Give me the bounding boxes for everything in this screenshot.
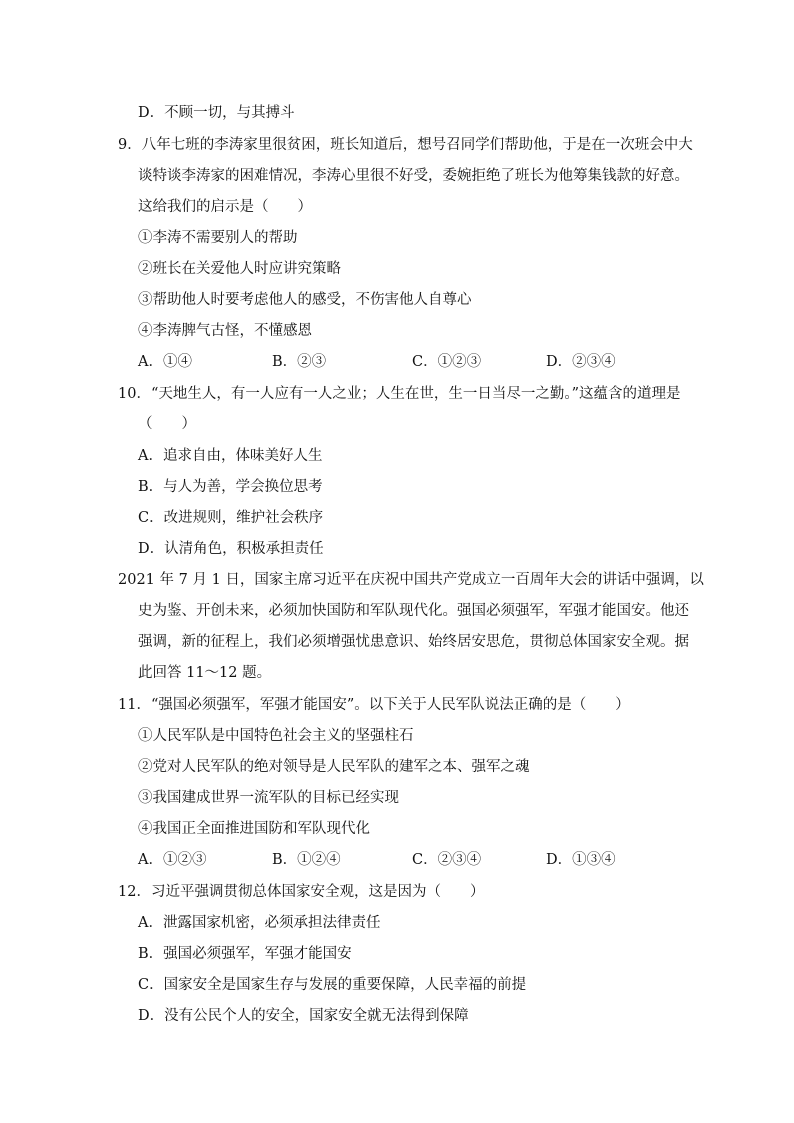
q12-option-b: B．强国必须强军，军强才能国安 xyxy=(138,946,352,962)
q11-option-d: D．①③④ xyxy=(546,852,616,868)
q10-option-b: B．与人为善，学会换位思考 xyxy=(138,479,323,495)
q11-item-3: ③我国建成世界一流军队的目标已经实现 xyxy=(138,790,399,806)
q11-option-a: A．①②③ xyxy=(138,852,207,868)
q10-option-c: C．改进规则，维护社会秩序 xyxy=(138,510,324,526)
q12-option-a: A．泄露国家机密，必须承担法律责任 xyxy=(138,915,381,931)
material-line1: 2021 年 7 月 1 日，国家主席习近平在庆祝中国共产党成立一百周年大会的讲话中强调，以 xyxy=(118,572,704,588)
q9-option-a: A．①④ xyxy=(138,354,192,370)
q9-item-4: ④李涛脾气古怪，不懂感恩 xyxy=(138,323,312,339)
q11-stem: 11．“强国必须强军，军强才能国安”。以下关于人民军队说法正确的是（ ） xyxy=(118,697,630,713)
material-line3: 强调，新的征程上，我们必须增强忧患意识、始终居安思危，贯彻总体国家安全观。据 xyxy=(138,634,689,650)
q11-item-4: ④我国正全面推进国防和军队现代化 xyxy=(138,821,370,837)
q11-item-2: ②党对人民军队的绝对领导是人民军队的建军之本、强军之魂 xyxy=(138,759,530,775)
q9-item-2: ②班长在关爱他人时应讲究策略 xyxy=(138,261,341,277)
q9-stem-line2: 谈特谈李涛家的困难情况，李涛心里很不好受，委婉拒绝了班长为他筹集钱款的好意。 xyxy=(138,168,689,184)
q12-option-c: C．国家安全是国家生存与发展的重要保障，人民幸福的前提 xyxy=(138,977,527,993)
q9-item-3: ③帮助他人时要考虑他人的感受，不伤害他人自尊心 xyxy=(138,292,472,308)
q9-stem-line3: 这给我们的启示是（ ） xyxy=(138,199,312,215)
q9-option-b: B．②③ xyxy=(272,354,327,370)
q11-item-1: ①人民军队是中国特色社会主义的坚强柱石 xyxy=(138,728,414,744)
q9-option-c: C．①②③ xyxy=(412,354,482,370)
q11-option-b: B．①②④ xyxy=(272,852,341,868)
q10-stem-line1: 10．“天地生人，有一人应有一人之业；人生在世，生一日当尽一之勤。”这蕴含的道理是 xyxy=(118,386,681,402)
q12-option-d: D．没有公民个人的安全，国家安全就无法得到保障 xyxy=(138,1008,469,1024)
q10-option-a: A．追求自由，体味美好人生 xyxy=(138,448,323,464)
q9-item-1: ①李涛不需要别人的帮助 xyxy=(138,230,298,246)
q9-option-d: D．②③④ xyxy=(546,354,616,370)
material-line4: 此回答 11～12 题。 xyxy=(138,665,272,681)
q11-option-c: C．②③④ xyxy=(412,852,482,868)
q10-option-d: D．认清角色，积极承担责任 xyxy=(138,541,324,557)
q9-stem-line1: 9．八年七班的李涛家里很贫困，班长知道后，想号召同学们帮助他，于是在一次班会中大 xyxy=(118,137,693,153)
q8-option-d: D．不顾一切，与其搏斗 xyxy=(138,105,295,121)
material-line2: 史为鉴、开创未来，必须加快国防和军队现代化。强国必须强军，军强才能国安。他还 xyxy=(138,603,689,619)
q12-stem: 12．习近平强调贯彻总体国家安全观，这是因为（ ） xyxy=(118,884,485,900)
q10-stem-line2: （ ） xyxy=(138,416,196,432)
